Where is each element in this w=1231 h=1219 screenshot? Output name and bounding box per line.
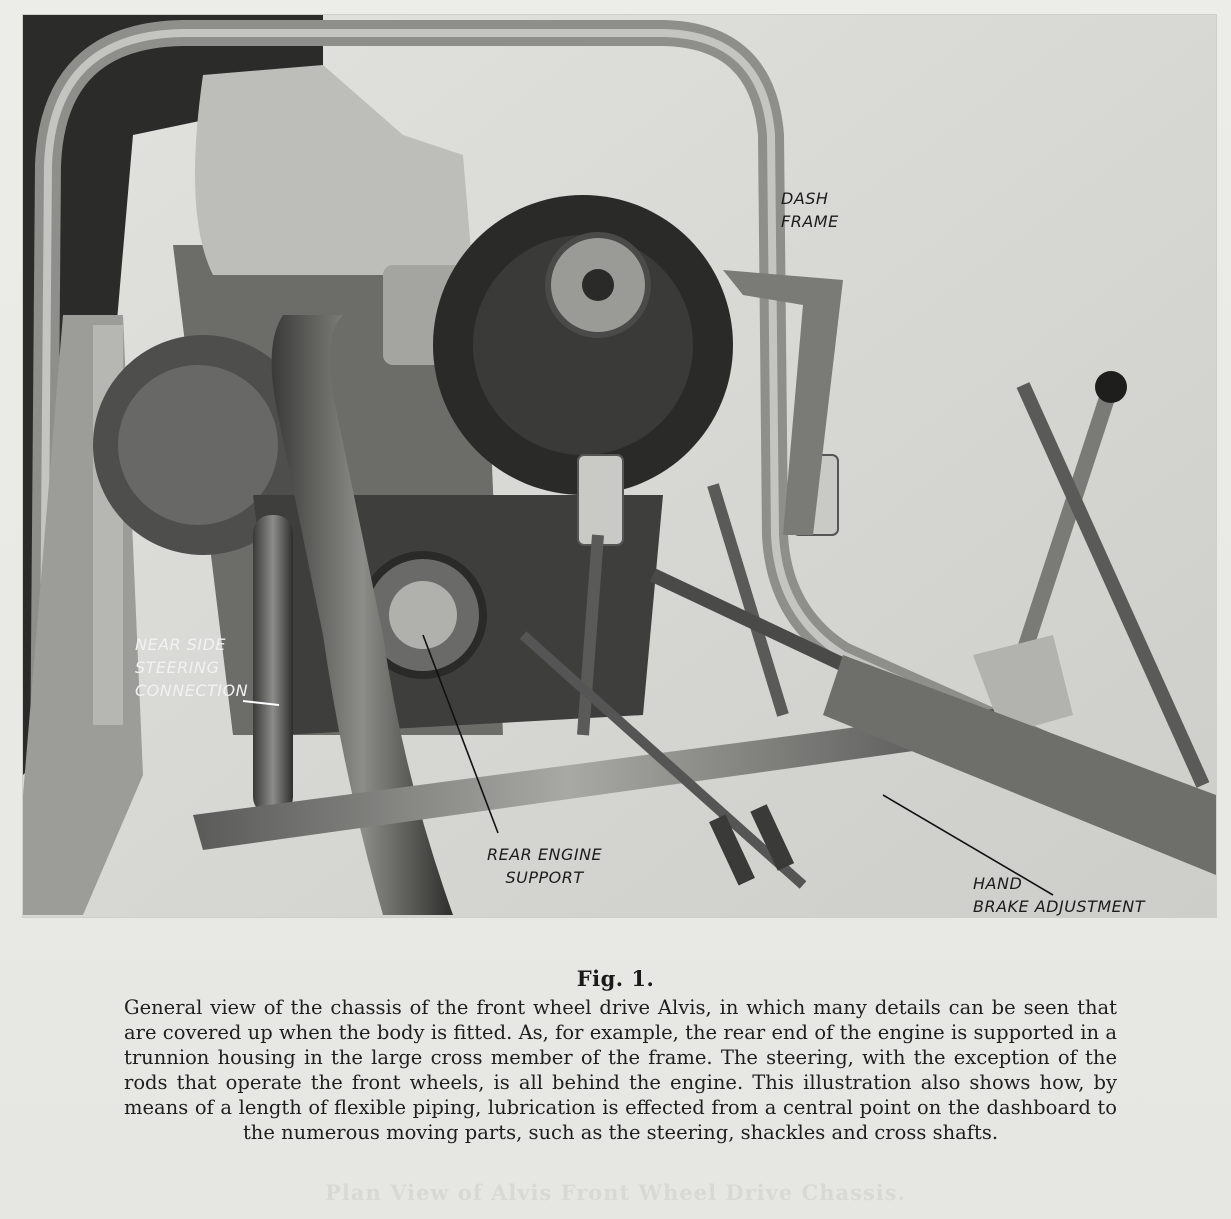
bleed-through-text: Plan View of Alvis Front Wheel Drive Chassis. (325, 1180, 906, 1205)
chassis-illustration (23, 15, 1216, 917)
figure-caption-title: Fig. 1. (576, 966, 655, 991)
callout-hand-brake-text: HAND BRAKE ADJUSTMENT (973, 874, 1146, 916)
figure-caption-body: General view of the chassis of the front wheel drive Alvis, in which many details can be seen that are covered up when the body is fitted. As, for example, the rear end of the engine is supported in a trunnion housing in the large cross member of the frame. The steering, with the exception of the rods that operate the front wheels, is all behind the engine. This illustration also shows how, by means of a length of flexible piping, lubrication is effected from a central point on the dashboard to the numerous moving parts, such as the steering, shackles and cross shafts. (124, 996, 1117, 1144)
callout-dash-frame: DASH FRAME (781, 189, 839, 231)
callout-hand-brake-adjustment (973, 849, 1145, 918)
callout-near-side-steering-connection: NEAR SIDE STEERING CONNECTION (135, 635, 249, 700)
chassis-photograph (22, 14, 1217, 918)
callout-rear-engine-support: REAR ENGINE SUPPORT (487, 845, 603, 887)
